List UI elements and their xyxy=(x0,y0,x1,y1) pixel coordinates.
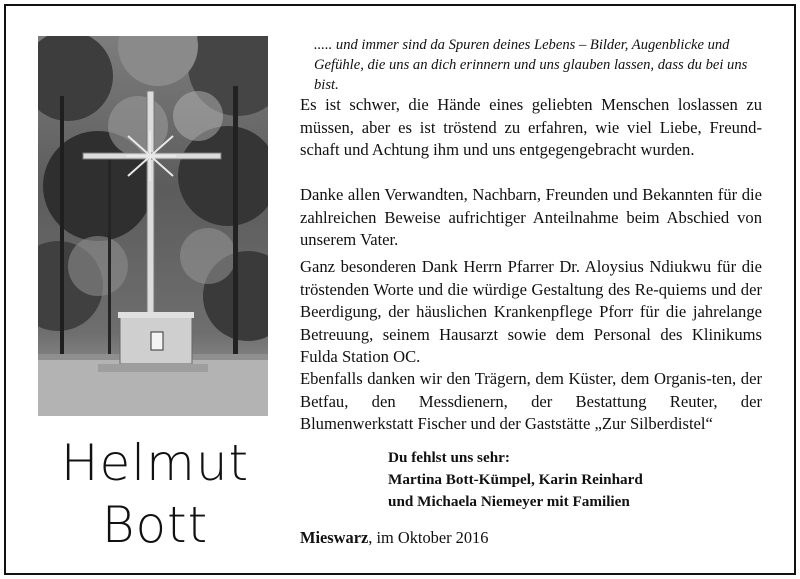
place-and-date xyxy=(300,528,488,548)
thanks-paragraph-1: Es ist schwer, die Hände eines geliebten Menschen loslassen zu müssen, aber es ist tröstend zu erfahren, wie viel Liebe, Freund-schaft und Achtung ihm und uns entgegengebracht wurden. xyxy=(300,95,762,159)
place-date: , im Oktober 2016 xyxy=(368,528,489,547)
family-signature xyxy=(388,447,643,513)
deceased-first-name: Helmut xyxy=(60,434,250,492)
thanks-paragraph-2: Danke allen Verwandten, Nachbarn, Freunden und Bekannten für die zahlreichen Beweise aufrichtiger Anteilnahme beim Abschied von unserem Vater. xyxy=(300,185,762,249)
signature-line-1: Du fehlst uns sehr: xyxy=(388,449,510,466)
thanks-paragraph-3: Ganz besonderen Dank Herrn Pfarrer Dr. Aloysius Ndiukwu für die tröstenden Worte und die würdige Gestaltung des Re-quiems und der Beerdigung, der häuslichen Krankenpflege Pforr für die jahrelange Betreuung, seinem Hausarzt sowie dem Personal des Klinikums Fulda Station OC. xyxy=(300,257,762,366)
memorial-cross-photo xyxy=(38,36,268,416)
signature-line-3: und Michaela Niemeyer mit Familien xyxy=(388,493,630,510)
deceased-last-name: Bott xyxy=(101,496,209,554)
signature-line-2: Martina Bott-Kümpel, Karin Reinhard xyxy=(388,471,643,488)
thanks-paragraph-4: Ebenfalls danken wir den Trägern, dem Küster, dem Organis-ten, der Betfau, den Messdienern, der Bestattung Reuter, der Blumenwerkstatt Fischer und der Gaststätte „Zur Silberdistel“ xyxy=(300,369,762,433)
memorial-cross-in-forest-icon xyxy=(38,36,268,416)
place-town: Mieswarz xyxy=(300,528,369,547)
memorial-quote: ..... und immer sind da Spuren deines Lebens – Bilder, Augenblicke und Gefühle, die uns an dich erinnern und uns glauben lassen, dass du bei uns bist. xyxy=(314,37,748,93)
